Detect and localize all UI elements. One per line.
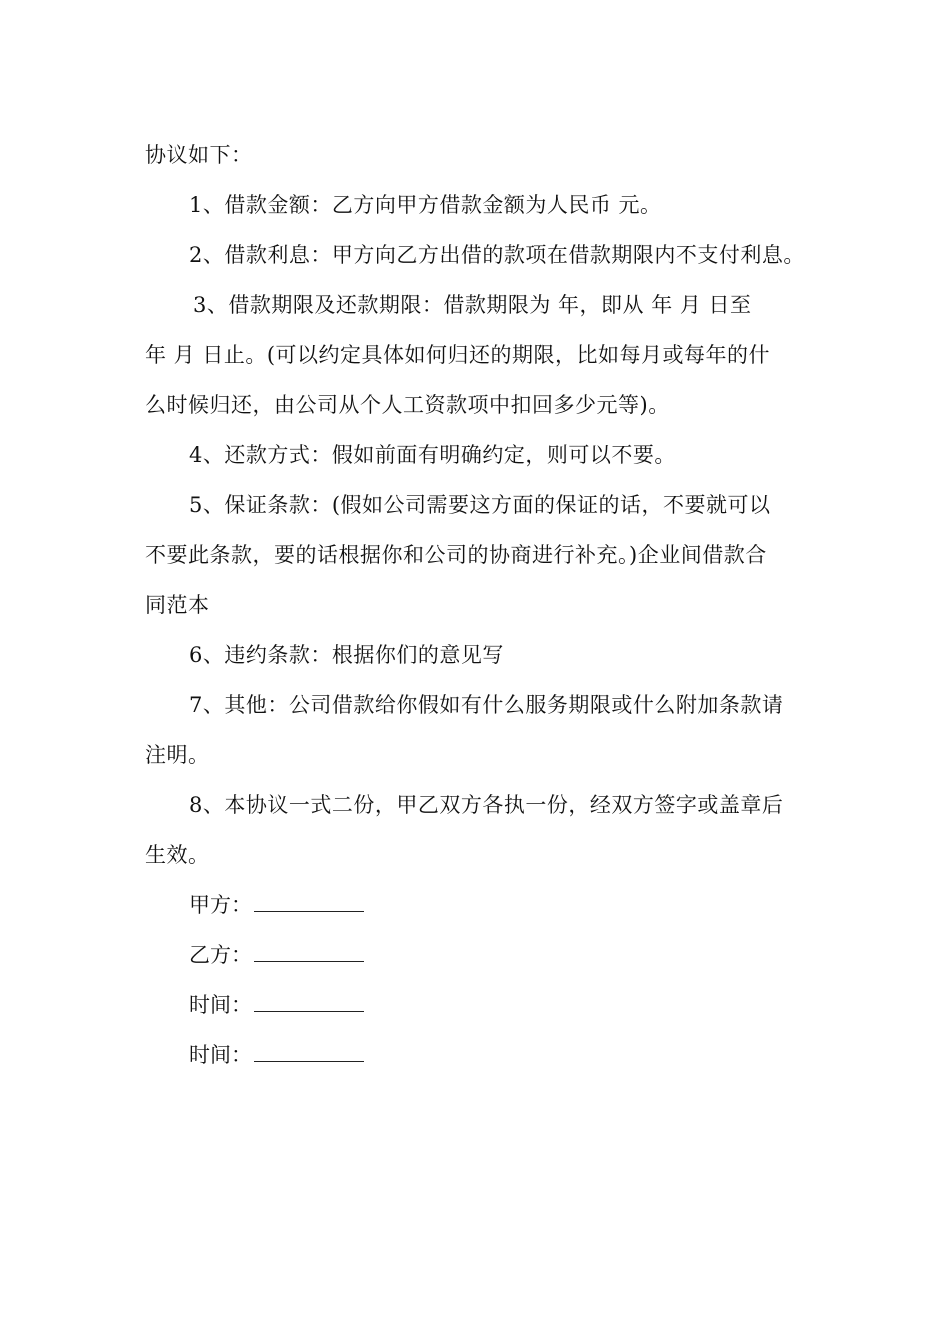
clause-8-line-1: 8、本协议一式二份，甲乙双方各执一份，经双方签字或盖章后 <box>189 793 784 817</box>
clause-3-line-1: 3、借款期限及还款期限：借款期限为 年，即从 年 月 日至 <box>193 293 752 317</box>
clause-3-line-2: 年 月 日止。(可以约定具体如何归还的期限，比如每月或每年的什 <box>145 343 771 367</box>
clause-1-line-1: 1、借款金额：乙方向甲方借款金额为人民币 元。 <box>189 193 662 217</box>
signature-date-1 <box>145 980 815 1030</box>
signature-party-b <box>145 930 815 980</box>
signature-blank-line <box>254 943 364 962</box>
signature-label: 时间： <box>189 993 252 1017</box>
signature-blank-line <box>254 893 364 912</box>
clause-8-line-2: 生效。 <box>145 843 210 867</box>
signature-date-2 <box>145 1030 815 1080</box>
intro-line: 协议如下： <box>145 143 253 167</box>
clause-7-line-2: 注明。 <box>145 743 210 767</box>
clause-2-line-1: 2、借款利息：甲方向乙方出借的款项在借款期限内不支付利息。 <box>189 243 805 267</box>
clause-5-line-2: 不要此条款，要的话根据你和公司的协商进行补充。)企业间借款合 <box>145 543 767 567</box>
clause-5-line-1: 5、保证条款：(假如公司需要这方面的保证的话，不要就可以 <box>189 493 771 517</box>
clause-7-line-1: 7、其他：公司借款给你假如有什么服务期限或什么附加条款请 <box>189 693 784 717</box>
clause-4-line-1: 4、还款方式：假如前面有明确约定，则可以不要。 <box>189 443 676 467</box>
clause-6-line-1: 6、违约条款：根据你们的意见写 <box>189 643 504 667</box>
signature-label: 甲方： <box>189 893 252 917</box>
signature-label: 时间： <box>189 1043 252 1067</box>
agreement-body <box>145 130 815 1080</box>
clause-5-line-3: 同范本 <box>145 593 210 617</box>
signature-label: 乙方： <box>189 943 252 967</box>
signature-blank-line <box>254 993 364 1012</box>
signature-blank-line <box>254 1043 364 1062</box>
signature-party-a <box>145 880 815 930</box>
clause-3-line-3: 么时候归还，由公司从个人工资款项中扣回多少元等)。 <box>145 393 670 417</box>
